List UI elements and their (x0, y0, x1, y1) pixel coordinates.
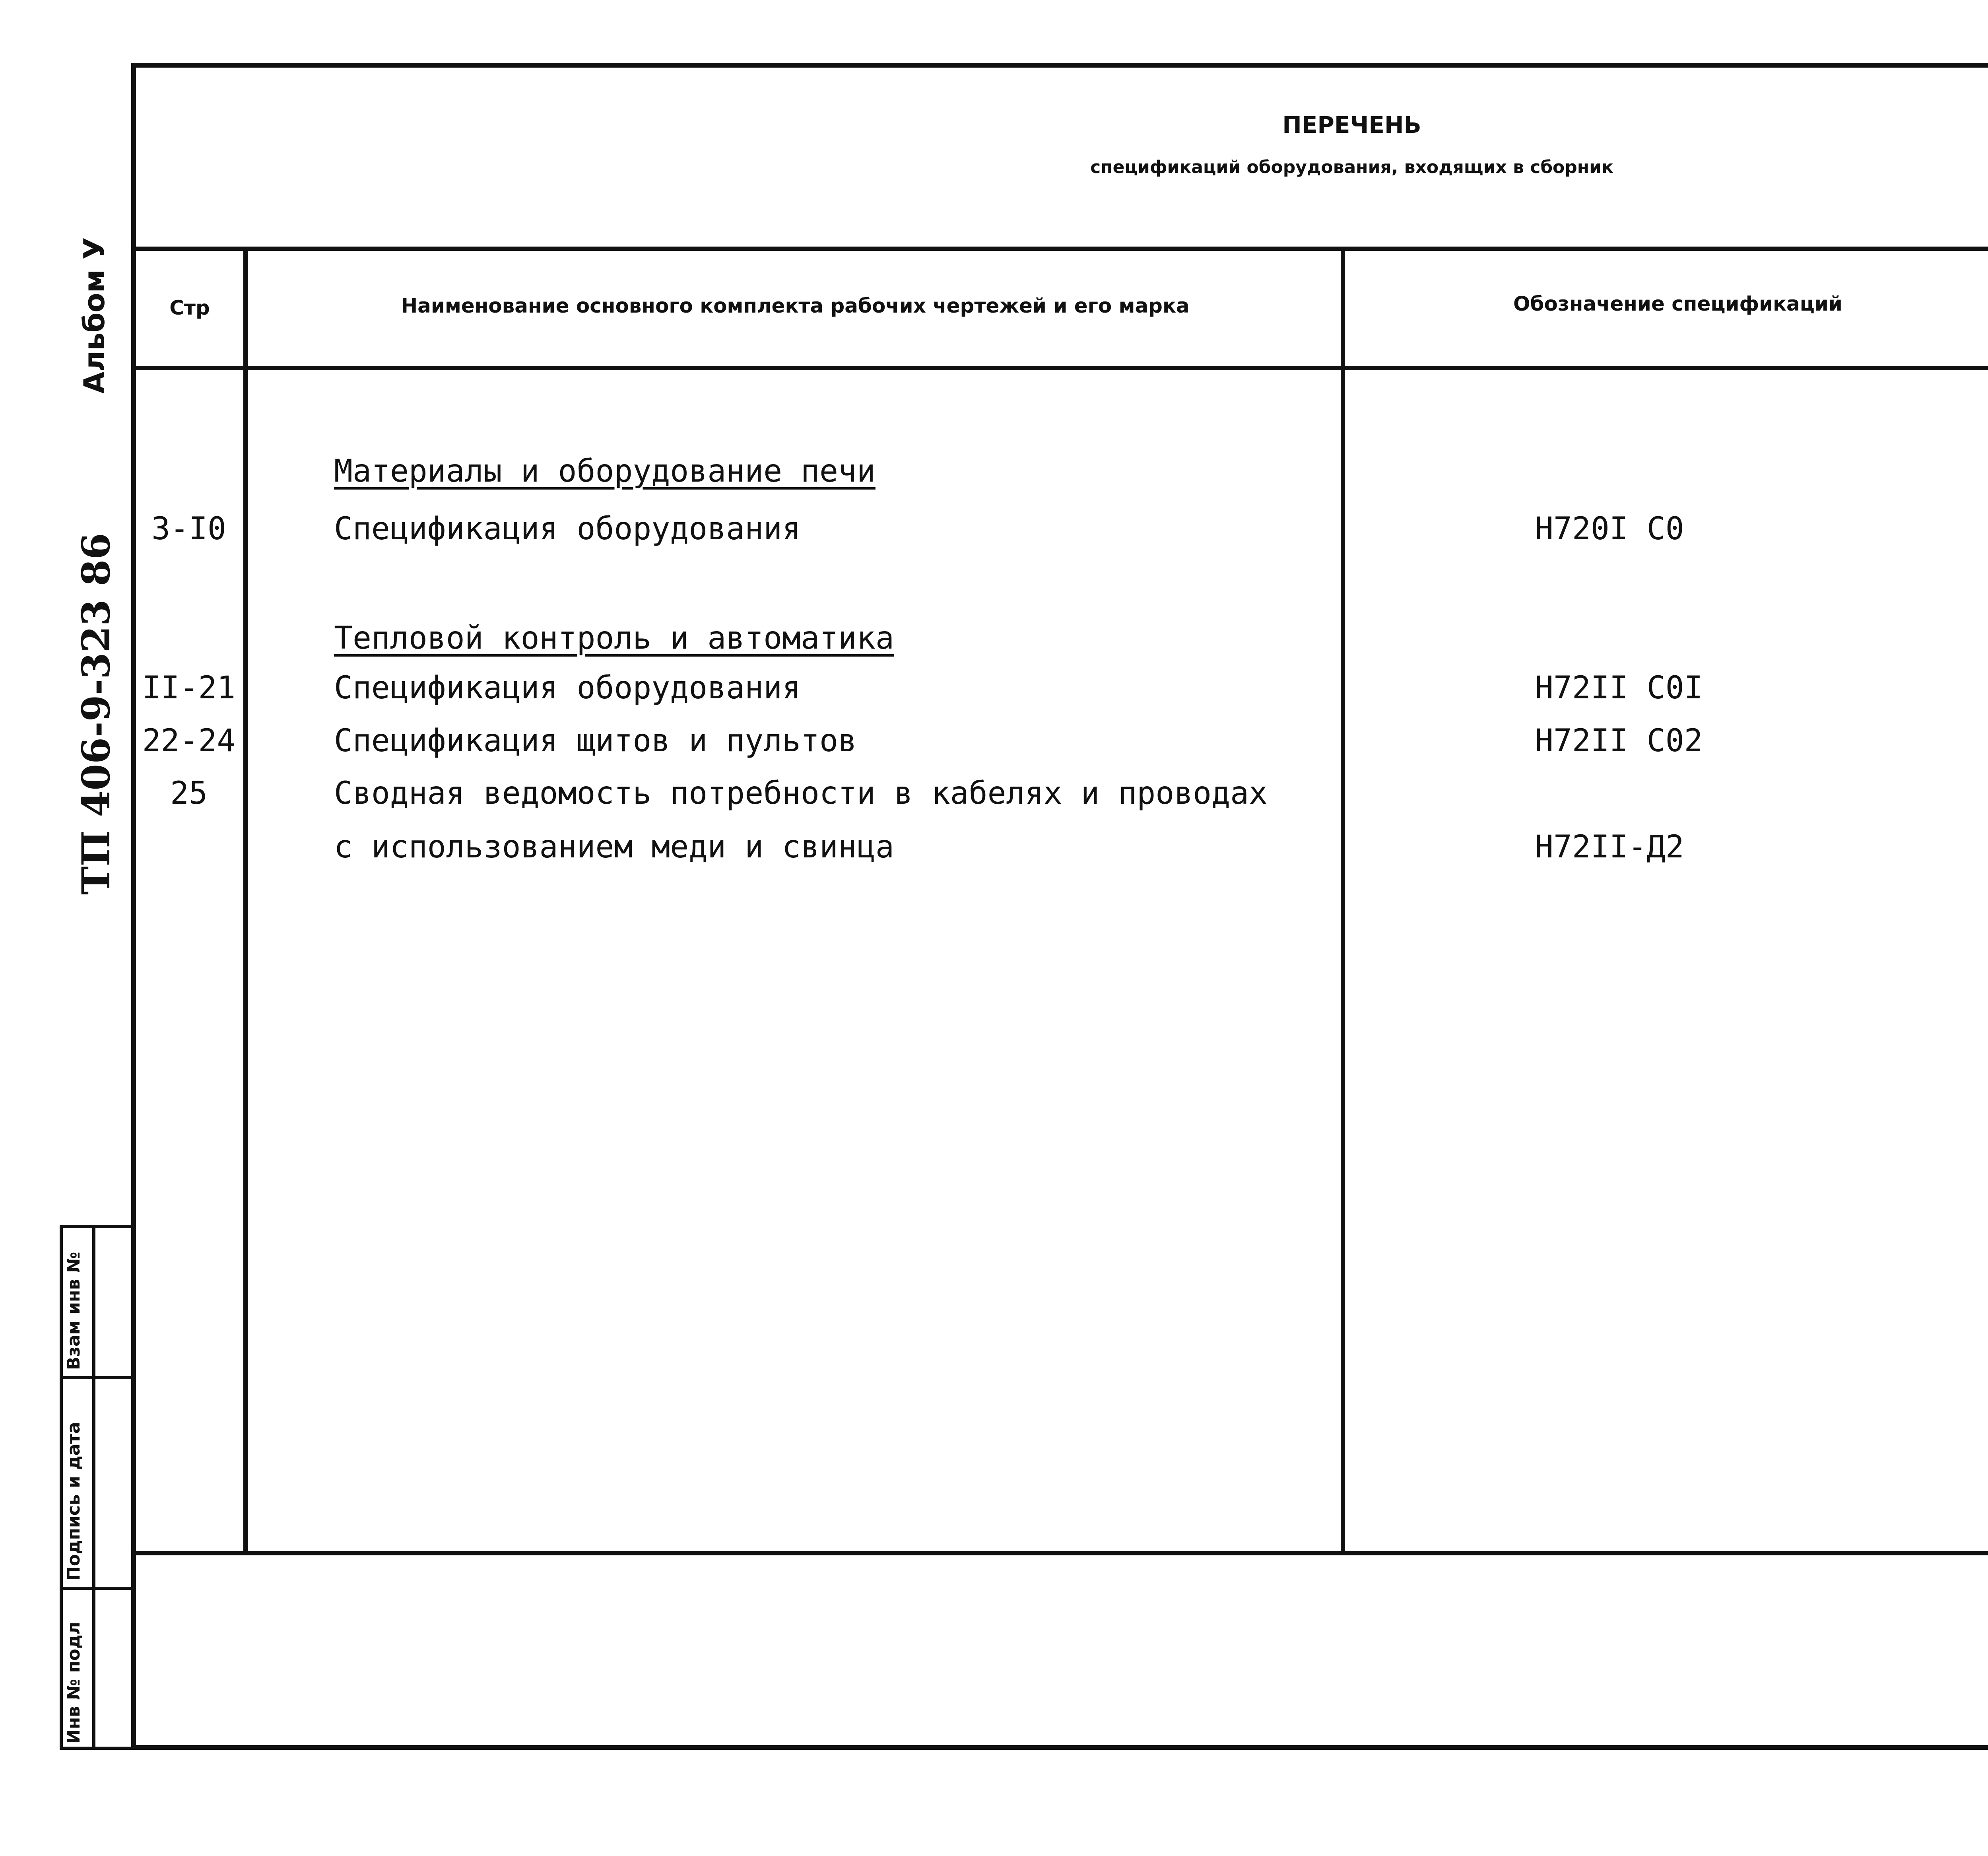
row-page: 22-24 (142, 723, 236, 759)
stamp-divider (60, 1587, 135, 1590)
header-designation: Обозначение спецификаций (1513, 292, 1842, 315)
table-top-line (131, 247, 1988, 251)
stamp-divider-vertical (92, 1225, 95, 1750)
row-name: Спецификация щитов и пультов (334, 723, 857, 759)
row-name: Сводная ведомость потребности в кабелях и проводах (334, 775, 1268, 811)
section-heading: Тепловой контроль и автоматика (334, 620, 894, 656)
row-name: с использованием меди и свинца (334, 829, 894, 865)
row-designation: Н72II С0I (1535, 670, 1703, 706)
col-divider-2 (1341, 247, 1345, 1555)
stamp-replace-inv: Взам инв № (64, 1252, 84, 1370)
row-name: Спецификация оборудования (334, 670, 801, 706)
stamp-signature-date: Подпись и дата (64, 1422, 84, 1581)
row-name: Спецификация оборудования (334, 511, 801, 547)
row-page: II-21 (142, 670, 236, 706)
album-label: Альбом У (78, 237, 111, 394)
col-divider-1 (243, 247, 248, 1555)
doc-code: ТП 406-9-323 86 (74, 533, 118, 895)
document-subtitle: спецификаций оборудования, входящих в сборник (1090, 157, 1613, 177)
stamp-inv-original: Инв № подл (64, 1621, 84, 1744)
document-title: ПЕРЕЧЕНЬ (1282, 111, 1421, 138)
row-page: 25 (170, 775, 208, 811)
table-bottom-line (131, 1551, 1988, 1555)
header-name: Наименование основного комплекта рабочих чертежей и его марка (401, 294, 1190, 317)
row-page: 3-I0 (151, 511, 226, 547)
row-designation: Н72II-Д2 (1535, 829, 1684, 865)
row-designation: Н720I С0 (1535, 511, 1684, 547)
row-designation: Н72II С02 (1535, 723, 1703, 759)
section-heading: Материалы и оборудование печи (334, 453, 876, 489)
header-bottom-line (131, 366, 1988, 370)
stamp-divider (60, 1376, 135, 1379)
header-page: Стр (169, 296, 210, 319)
